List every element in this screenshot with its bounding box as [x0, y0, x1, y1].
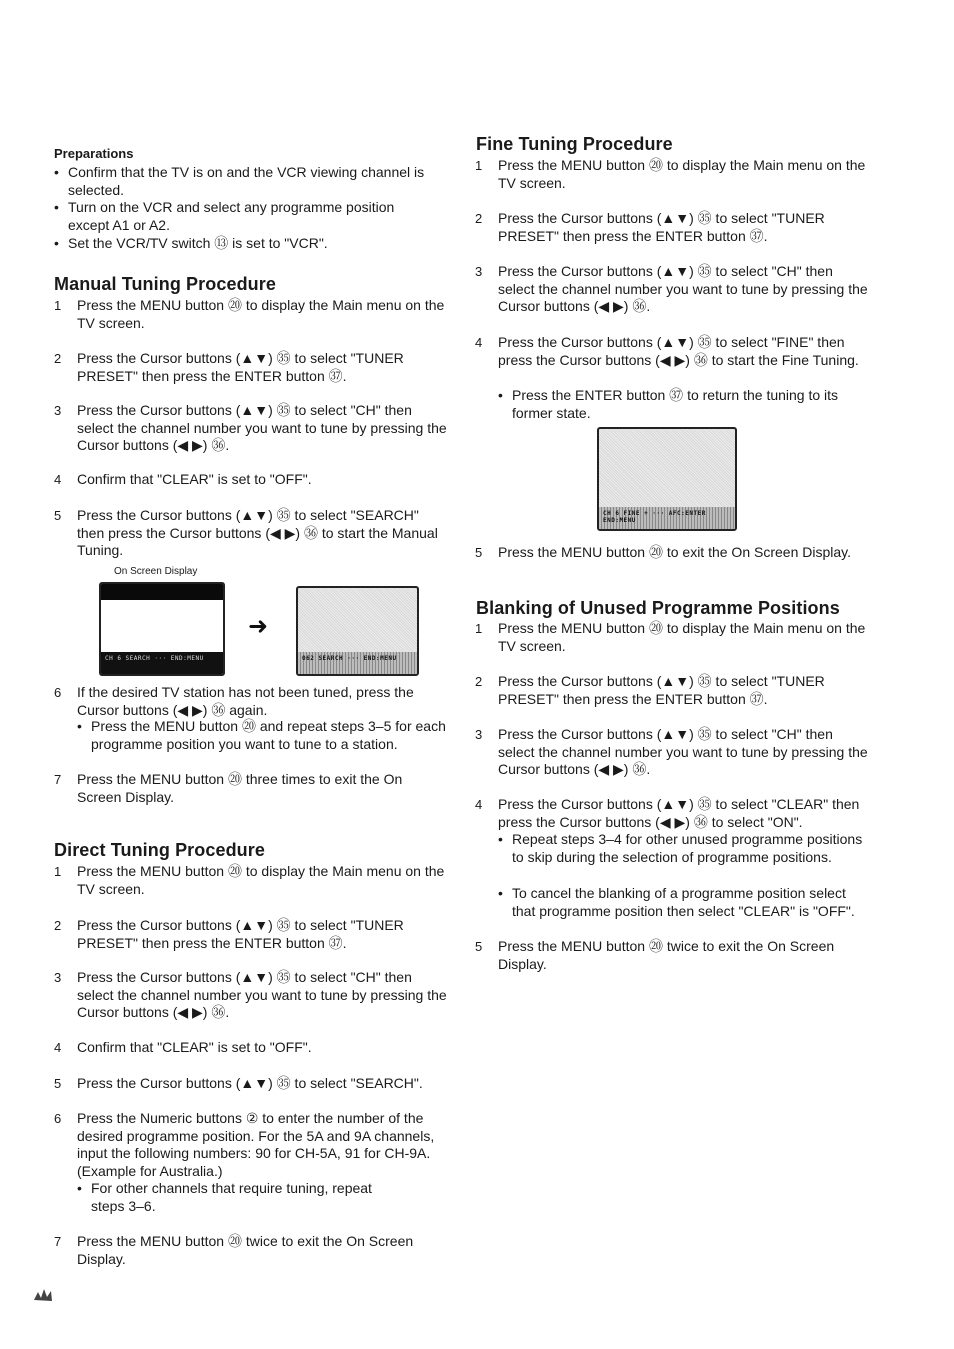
manual-step-6: 6 If the desired TV station has not been tuned, press the Cursor buttons (◀ ▶) ㊱ again.	[54, 684, 414, 718]
blanking-step-4-note-1: • Repeat steps 3–4 for other unused programme positions to skip during the selection of programme positions.	[498, 831, 863, 865]
fine-step-2: 2 Press the Cursor buttons (▲▼) ㉟ to select "TUNER PRESET" then press the ENTER button ㊲.	[475, 210, 825, 244]
fine-step-3: 3 Press the Cursor buttons (▲▼) ㉟ to select "CH" then select the channel number you want to tune by pressing the Cursor buttons (◀ ▶) ㊱.	[475, 263, 868, 314]
fine-step-4: 4 Press the Cursor buttons (▲▼) ㉟ to select "FINE" then press the Cursor buttons (◀ ▶) ㊱ to start the Fine Tuning.	[475, 334, 859, 368]
manual-step-5: 5 Press the Cursor buttons (▲▼) ㉟ to select "SEARCH" then press the Cursor buttons (◀ ▶) ㊱ to start the Manual Tuning.	[54, 507, 438, 558]
direct-step-6-note: • For other channels that require tuning, repeat steps 3–6.	[77, 1180, 372, 1214]
osd-screen-fine	[597, 427, 737, 531]
right-arrow-icon: ➜	[248, 613, 269, 640]
direct-step-4: 4 Confirm that "CLEAR" is set to "OFF".	[54, 1039, 312, 1055]
blanking-step-5: 5 Press the MENU button ⑳ twice to exit the On Screen Display.	[475, 938, 835, 972]
blanking-step-3: 3 Press the Cursor buttons (▲▼) ㉟ to select "CH" then select the channel number you want to tune by pressing the Cursor buttons (◀ ▶) ㊱.	[475, 726, 868, 777]
blanking-step-4: 4 Press the Cursor buttons (▲▼) ㉟ to select "CLEAR" then press the Cursor buttons (◀ ▶) ㊱ to select "ON".	[475, 796, 860, 830]
fine-step-1: 1 Press the MENU button ⑳ to display the Main menu on the TV screen.	[475, 157, 866, 191]
blanking-step-2: 2 Press the Cursor buttons (▲▼) ㉟ to select "TUNER PRESET" then press the ENTER button ㊲.	[475, 673, 825, 707]
fine-step-4-note: • Press the ENTER button ㊲ to return the tuning to its former state.	[498, 387, 839, 421]
osd-status-line-2: 062 SEARCH ··· END:MENU	[298, 652, 417, 674]
direct-step-2: 2 Press the Cursor buttons (▲▼) ㉟ to select "TUNER PRESET" then press the ENTER button ㊲.	[54, 917, 404, 951]
corner-smudge-icon	[32, 1286, 54, 1304]
osd-top-band	[101, 584, 223, 600]
preparations-heading: Preparations	[54, 146, 134, 161]
osd-status-line: CH 6 SEARCH ··· END:MENU	[101, 652, 223, 674]
prep-bullet-2: • Turn on the VCR and select any programme position except A1 or A2.	[54, 199, 395, 233]
osd-screen-search-result	[296, 586, 419, 676]
blanking-heading: Blanking of Unused Programme Positions	[476, 598, 840, 618]
prep-bullet-1: • Confirm that the TV is on and the VCR viewing channel is selected.	[54, 164, 425, 198]
manual-step-6-note: • Press the MENU button ⑳ and repeat steps 3–5 for each programme position you want to tune to a station.	[77, 718, 446, 752]
direct-step-1: 1 Press the MENU button ⑳ to display the Main menu on the TV screen.	[54, 863, 445, 897]
direct-step-3: 3 Press the Cursor buttons (▲▼) ㉟ to select "CH" then select the channel number you want to tune by pressing the Cursor buttons (◀ ▶) ㊱.	[54, 969, 447, 1020]
osd-fine-status-line: CH 6 FINE + ··· AFC:ENTER END:MENU	[599, 507, 735, 529]
manual-step-4: 4 Confirm that "CLEAR" is set to "OFF".	[54, 471, 312, 487]
osd-screen-search-start	[99, 582, 225, 676]
manual-step-7: 7 Press the MENU button ⑳ three times to exit the On Screen Display.	[54, 771, 403, 805]
manual-step-2: 2 Press the Cursor buttons (▲▼) ㉟ to select "TUNER PRESET" then press the ENTER button ㊲.	[54, 350, 404, 384]
direct-step-5: 5 Press the Cursor buttons (▲▼) ㉟ to select "SEARCH".	[54, 1075, 423, 1091]
direct-step-7: 7 Press the MENU button ⑳ twice to exit the On Screen Display.	[54, 1233, 414, 1267]
manual-step-3: 3 Press the Cursor buttons (▲▼) ㉟ to select "CH" then select the channel number you want to tune by pressing the Cursor buttons (◀ ▶) ㊱.	[54, 402, 447, 453]
osd-caption: On Screen Display	[114, 566, 198, 577]
manual-tuning-heading: Manual Tuning Procedure	[54, 274, 276, 294]
blanking-step-1: 1 Press the MENU button ⑳ to display the Main menu on the TV screen.	[475, 620, 866, 654]
manual-step-1: 1 Press the MENU button ⑳ to display the Main menu on the TV screen.	[54, 297, 445, 331]
blanking-step-4-note-2: • To cancel the blanking of a programme position select that programme position then select "CLEAR" is "OFF".	[498, 885, 855, 919]
direct-step-6: 6 Press the Numeric buttons ② to enter the number of the desired programme position. For the 5A and 9A channels, input the following numbers: 90 for CH-5A, 91 for CH-9A. (Example for Australia.)	[54, 1110, 435, 1179]
fine-step-5: 5 Press the MENU button ⑳ to exit the On Screen Display.	[475, 544, 852, 560]
prep-bullet-3: • Set the VCR/TV switch ⑬ is set to "VCR".	[54, 235, 328, 251]
fine-tuning-heading: Fine Tuning Procedure	[476, 134, 673, 154]
direct-tuning-heading: Direct Tuning Procedure	[54, 840, 265, 860]
